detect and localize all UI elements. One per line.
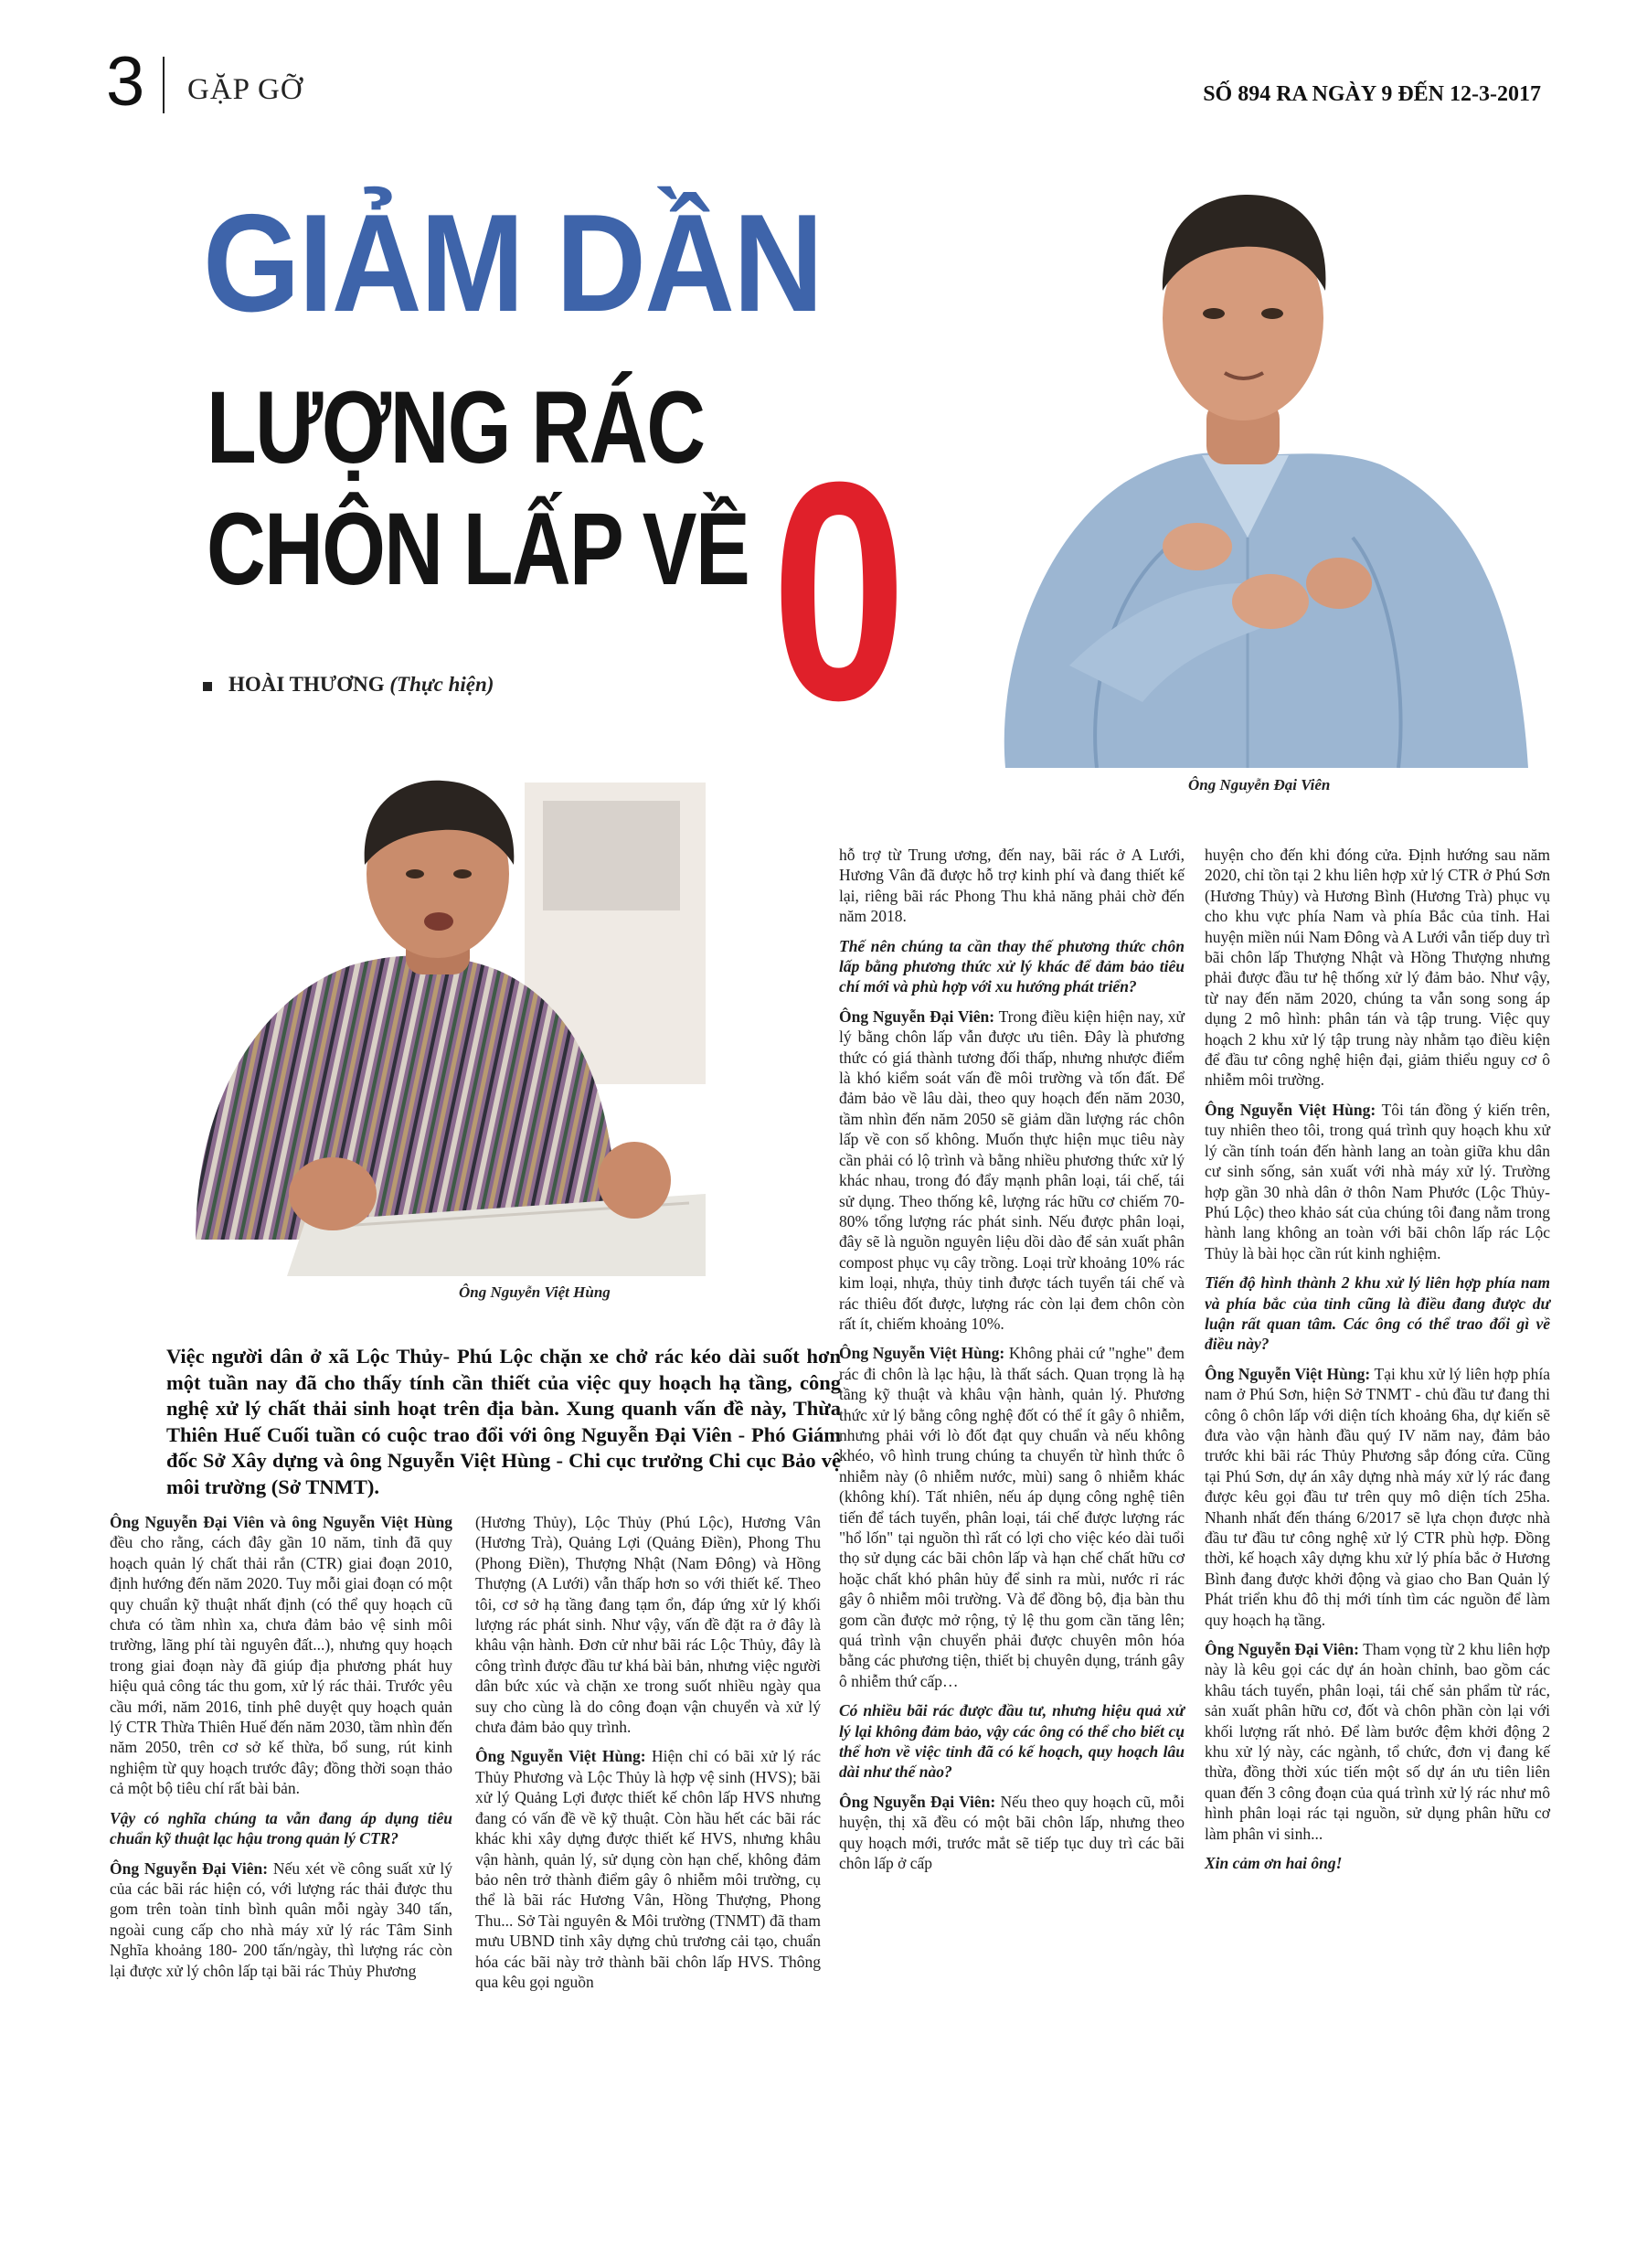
paragraph-text: Trong điều kiện hiện nay, xử lý bằng chôn lấp vẫn được ưu tiên. Đây là phương thức có giá thành tương đối thấp, nhưng nhược điểm là khó kiểm soát vấn đề môi trường và tốn đất. Để đảm bảo về lâu dài, theo quy hoạch đến năm 2030, tầm nhìn đến năm 2050 sẽ giảm dần lượng rác chôn lấp về con số không. Muốn thực hiện mục tiêu này cần phải có lộ trình và bằng nhiều phương thức xử lý khác nhau, trong đó đẩy mạnh phân loại, tái chế, tái sử dụng. Theo thống kê, lượng rác hữu cơ chiếm 70- 80% tổng lượng rác phát sinh. Nếu được phân loại, đây sẽ là nguồn nguyên liệu dồi dào để sản xuất phân compost phục vụ cây trồng. Loại trừ khoảng 10% rác kim loại, nhựa, thủy tinh được tách tuyển tái chế và rác thiêu đốt được, lượng rác còn lại đem chôn còn rất ít, chiếm khoảng 10%. <box>839 1006 1185 1333</box>
author-role: (Thực hiện) <box>389 673 494 696</box>
speaker-label: Ông Nguyễn Việt Hùng: <box>1205 1100 1376 1119</box>
author-name: HOÀI THƯƠNG <box>228 673 385 696</box>
paragraph-text: Tại khu xử lý liên hợp phía nam ở Phú Sơn, hiện Sở TNMT - chủ đầu tư đang thi công ô chôn lấp với diện tích khoảng 6ha, dự kiến sẽ đưa vào vận hành đầu quý IV năm nay, đảm bảo trước khi bãi rác Thủy Phương sắp đóng cửa. Cũng tại Phú Sơn, dự án xây dựng nhà máy xử lý rác đang được kêu gọi đầu tư trên quy mô diện tích 25ha. Nhanh nhất đến tháng 6/2017 sẽ lựa chọn được nhà đầu tư đầu tư công nghệ xử lý CTR phù hợp. Đồng thời, kế hoạch xây dựng khu xử lý phía bắc ở Hương Bình đang được khởi động và giao cho Ban Quản lý Phát triển khu đô thị mới tính tìm các nguồn để làm quy hoạch hạ tầng. <box>1205 1364 1551 1629</box>
paragraph-text: Nếu theo quy hoạch cũ, mỗi huyện, thị xã đều có một bãi chôn lấp, nhưng theo quy hoạch mới, trước mắt sẽ tiếp tục duy trì các bãi chôn lấp ở cấp <box>839 1792 1185 1873</box>
paragraph <box>839 1006 1185 1335</box>
paragraph-text: Tham vọng từ 2 khu liên hợp này là kêu gọi các dự án hoàn chỉnh, bao gồm các khâu tách tuyển, phân loại, tái chế sản phẩm từ rác, sản xuất phân hữu cơ, đốt và chôn phần còn lại với khối lượng rất nhỏ. Để làm bước đệm khởi động 2 khu xử lý này, các ngành, tổ chức, đơn vị đang kế thừa, đồng thời xúc tiến một số dự án ưu tiên liên quan đến 3 công đoạn của quá trình xử lý rác như mô hình phân loại rác tại nguồn, sử dụng phân hữu cơ làm phân vi sinh... <box>1205 1640 1550 1843</box>
section-label: GẶP GỠ <box>187 73 303 106</box>
headline-line-2: LƯỢNG RÁC <box>207 370 705 484</box>
headline-line-1: GIẢM DẦN <box>203 186 823 341</box>
speaker-label: Ông Nguyễn Việt Hùng: <box>839 1344 1005 1363</box>
article-column-2 <box>475 1512 821 2001</box>
paragraph: (Hương Thủy), Lộc Thủy (Phú Lộc), Hương Vân (Hương Trà), Quảng Lợi (Quảng Điền), Phong Thu (Phong Điền), Thượng Nhật (Nam Đông) và Hồng Thượng (A Lưới) vẫn thấp hơn so với thiết kế. Theo tôi, cơ sở hạ tầng đang tạm ổn, đáp ứng xử lý khối lượng rác phát sinh. Như vậy, vấn đề đặt ra ở đây là khâu vận hành. Đơn cử như bãi rác Lộc Thủy, đây là công trình được đầu tư khá bài bản, nhưng việc người dân bức xúc và chặn xe trong suốt nhiều ngày qua suy cho cùng là do công đoạn vận chuyển và xử lý chưa đảm bảo quy trình. <box>475 1513 821 1737</box>
page-number: 3 <box>106 43 145 121</box>
paragraph <box>1205 1100 1550 1263</box>
headline-zero <box>748 468 930 708</box>
photo-caption-vien: Ông Nguyễn Đại Viên <box>1188 776 1331 793</box>
interview-question: Vậy có nghĩa chúng ta vẫn đang áp dụng tiêu chuẩn kỹ thuật lạc hậu trong quản lý CTR? <box>110 1808 452 1848</box>
paragraph: hỗ trợ từ Trung ương, đến nay, bãi rác ở A Lưới, Hương Vân đã được hỗ trợ kinh phí và đang thiết kế lại, riêng bãi rác Phong Thu khả năng phải chờ đến năm 2018. <box>839 846 1185 926</box>
bullet-icon <box>203 682 212 691</box>
closing-line: Xin cảm ơn hai ông! <box>1205 1854 1343 1873</box>
interview-question: Thế nên chúng ta cần thay thế phương thức chôn lấp bằng phương thức xử lý khác để đảm bảo tiêu chí mới và phù hợp với xu hướng phát triển? <box>839 936 1185 996</box>
speaker-label: Ông Nguyễn Đại Viên: <box>839 1006 995 1026</box>
byline <box>203 673 494 697</box>
paragraph-text: Nếu xét về công suất xử lý của các bãi rác hiện có, với lượng rác thải được thu gom trên toàn tỉnh bình quân mỗi ngày 340 tấn, ngoài cung cấp cho nhà máy xử lý rác Tâm Sinh Nghĩa khoảng 180- 200 tấn/ngày, thì lượng rác còn lại được xử lý chôn lấp tại bãi rác Thủy Phương <box>110 1858 453 1980</box>
paragraph-text: Hiện chỉ có bãi xử lý rác Thủy Phương và Lộc Thủy là hợp vệ sinh (HVS); bãi xử lý Quảng Lợi được thiết kế chôn lấp HVS nhưng đang có vấn đề về kỹ thuật. Còn hầu hết các bãi rác khác khi xây dựng được thiết kế HVS, nhưng khâu vận hành, quản lý, sử dụng còn hạn chế, không đảm bảo nên trở thành điểm gây ô nhiễm môi trường, cụ thể là bãi rác Hương Vân, Hồng Thượng, Phong Thu... Sở Tài nguyên & Môi trường (TNMT) đã tham mưu UBND tỉnh xây dựng chủ trương cải tạo, chuẩn hóa các bãi này trở thành bãi chôn lấp HVS. Thông qua kêu gọi nguồn <box>475 1747 821 1991</box>
speaker-label: Ông Nguyễn Đại Viên: <box>110 1858 269 1878</box>
speaker-label: Ông Nguyễn Việt Hùng: <box>475 1747 646 1766</box>
paragraph <box>1205 1364 1550 1630</box>
article-column-4 <box>1205 845 1550 1883</box>
paragraph-text: Không phải cứ "nghe" đem rác đi chôn là lạc hậu, là thất sách. Quan trọng là hạ tầng kỹ thuật và khâu vận hành, quản lý. Phương thức xử lý bằng công nghệ đốt có thể ít gây ô nhiễm, nhưng phải với lò đốt đạt quy chuẩn và nếu không khéo, vô hình trung chúng ta chuyển từ hình thức ô nhiễm này (ô nhiễm nước, mùi) sang ô nhiễm khác (không khí). Tất nhiên, nếu áp dụng công nghệ tiên tiến để tách tuyển, phân loại, tái chế được lượng rác "hổ lốn" tại nguồn thì rất có lợi cho việc kéo dài tuổi thọ sử dụng các bãi chôn lấp và hạn chế chất hữu cơ hoặc chất khó phân hủy để sinh ra mùi, nước rỉ rác gây ô nhiễm môi trường. Và để đồng bộ, địa bàn thu gom cần được mở rộng, tỷ lệ thu gom cần tăng lên; quá trình vận chuyển phải được chuyên môn hóa bằng các phương tiện, thiết bị chuyên dụng, tránh gây ô nhiễm thứ cấp… <box>839 1344 1185 1690</box>
lead-paragraph: Việc người dân ở xã Lộc Thủy- Phú Lộc chặn xe chở rác kéo dài suốt hơn một tuần nay đã cho thấy tính cần thiết của việc quy hoạch hạ tầng, công nghệ xử lý chất thải sinh hoạt trên địa bàn. Xung quanh vấn đề này, Thừa Thiên Huế Cuối tuần có cuộc trao đổi với ông Nguyễn Đại Viên - Phó Giám đốc Sở Xây dựng và ông Nguyễn Việt Hùng - Chi cục trưởng Chi cục Bảo vệ môi trường (Sở TNMT). <box>166 1345 841 1498</box>
paragraph <box>1205 1639 1550 1844</box>
issue-info: SỐ 894 RA NGÀY 9 ĐẾN 12-3-2017 <box>1203 82 1541 106</box>
paragraph <box>110 1512 452 1799</box>
article-column-1 <box>110 1512 452 1990</box>
paragraph <box>110 1858 452 1981</box>
photo-nguyen-viet-hung <box>196 764 706 1276</box>
paragraph-text: đều cho rằng, cách đây gần 10 năm, tỉnh đã quy hoạch quản lý chất thải rắn (CTR) giai đoạn 2010, định hướng đến năm 2020. Tuy mỗi giai đoạn có một quy chuẩn kỹ thuật nhất định (có thể quy hoạch cũ chưa có tầm nhìn xa, chưa đảm bảo vệ sinh môi trường, lãng phí tài nguyên đất...), nhưng quy hoạch trong giai đoạn này đã giúp địa phương phát huy hiệu quả công tác thu gom, xử lý rác thải. Trước yêu cầu mới, năm 2016, tỉnh phê duyệt quy hoạch quản lý CTR Thừa Thiên Huế đến năm 2030, tầm nhìn đến năm 2050, trên cơ sở kế thừa, bổ sung, rút kinh nghiệm từ quy hoạch trước đây; đồng thời soạn thảo cả một bộ tiêu chí rất bài bản. <box>110 1533 452 1798</box>
svg-text:0: 0 <box>771 468 907 708</box>
headline-line-3: CHÔN LẤP VỀ <box>207 492 749 606</box>
paragraph <box>839 1343 1185 1691</box>
speaker-label: Ông Nguyễn Đại Viên: <box>839 1792 996 1811</box>
interview-question: Có nhiều bãi rác được đầu tư, nhưng hiệu quả xử lý lại không đảm bảo, vậy các ông có thể cho biết cụ thể hơn về việc tỉnh đã có kế hoạch, quy hoạch lâu dài như thế nào? <box>839 1701 1185 1782</box>
speaker-label: Ông Nguyễn Việt Hùng: <box>1205 1364 1371 1383</box>
article-column-3 <box>839 845 1185 1883</box>
paragraph <box>839 1792 1185 1874</box>
interview-question: Tiến độ hình thành 2 khu xử lý liên hợp phía nam và phía bắc của tỉnh cũng là điều đang được dư luận rất quan tâm. Các ông có thể trao đổi gì về điều này? <box>1205 1273 1550 1354</box>
paragraph <box>475 1746 821 1992</box>
photo-caption-hung: Ông Nguyễn Việt Hùng <box>459 1283 611 1301</box>
photo-nguyen-dai-vien <box>969 154 1535 768</box>
paragraph-text: Tôi tán đồng ý kiến trên, tuy nhiên theo tôi, trong quá trình quy hoạch khu xử lý cần tính toán đến hành lang an toàn giữa khu dân cư sinh sống, sản xuất với nhà máy xử lý. Trường hợp gần 30 nhà dân ở thôn Nam Phước (Lộc Thủy- Phú Lộc) theo khảo sát của chúng tôi đang nằm trong hành lang không an toàn với bãi chôn lấp rác Lộc Thủy là bài học cần rút kinh nghiệm. <box>1205 1100 1551 1262</box>
speaker-label: Ông Nguyễn Đại Viên: <box>1205 1640 1359 1659</box>
paragraph: huyện cho đến khi đóng cửa. Định hướng sau năm 2020, chỉ tồn tại 2 khu liên hợp xử lý CTR ở Phú Sơn (Hương Thủy) và Hương Bình (Hương Trà) phục vụ cho khu vực phía Nam và phía Bắc của tỉnh. Hai huyện miền núi Nam Đông và A Lưới vẫn tiếp duy trì bãi chôn lấp Thượng Nhật và Hồng Thượng nhưng phải được đầu tư hệ thống xử lý đảm bảo. Như vậy, từ nay đến năm 2020, chúng ta vẫn song song áp dụng 2 mô hình: phân tán và tập trung. Việc quy hoạch 2 khu xử lý tập trung này nhằm tạo điều kiện để đầu tư công nghệ hiện đại, giảm thiểu nguy cơ ô nhiễm môi trường. <box>1205 846 1550 1090</box>
header-divider <box>163 57 165 113</box>
speaker-label: Ông Nguyễn Đại Viên và ông Nguyễn Việt Hùng <box>110 1513 452 1531</box>
